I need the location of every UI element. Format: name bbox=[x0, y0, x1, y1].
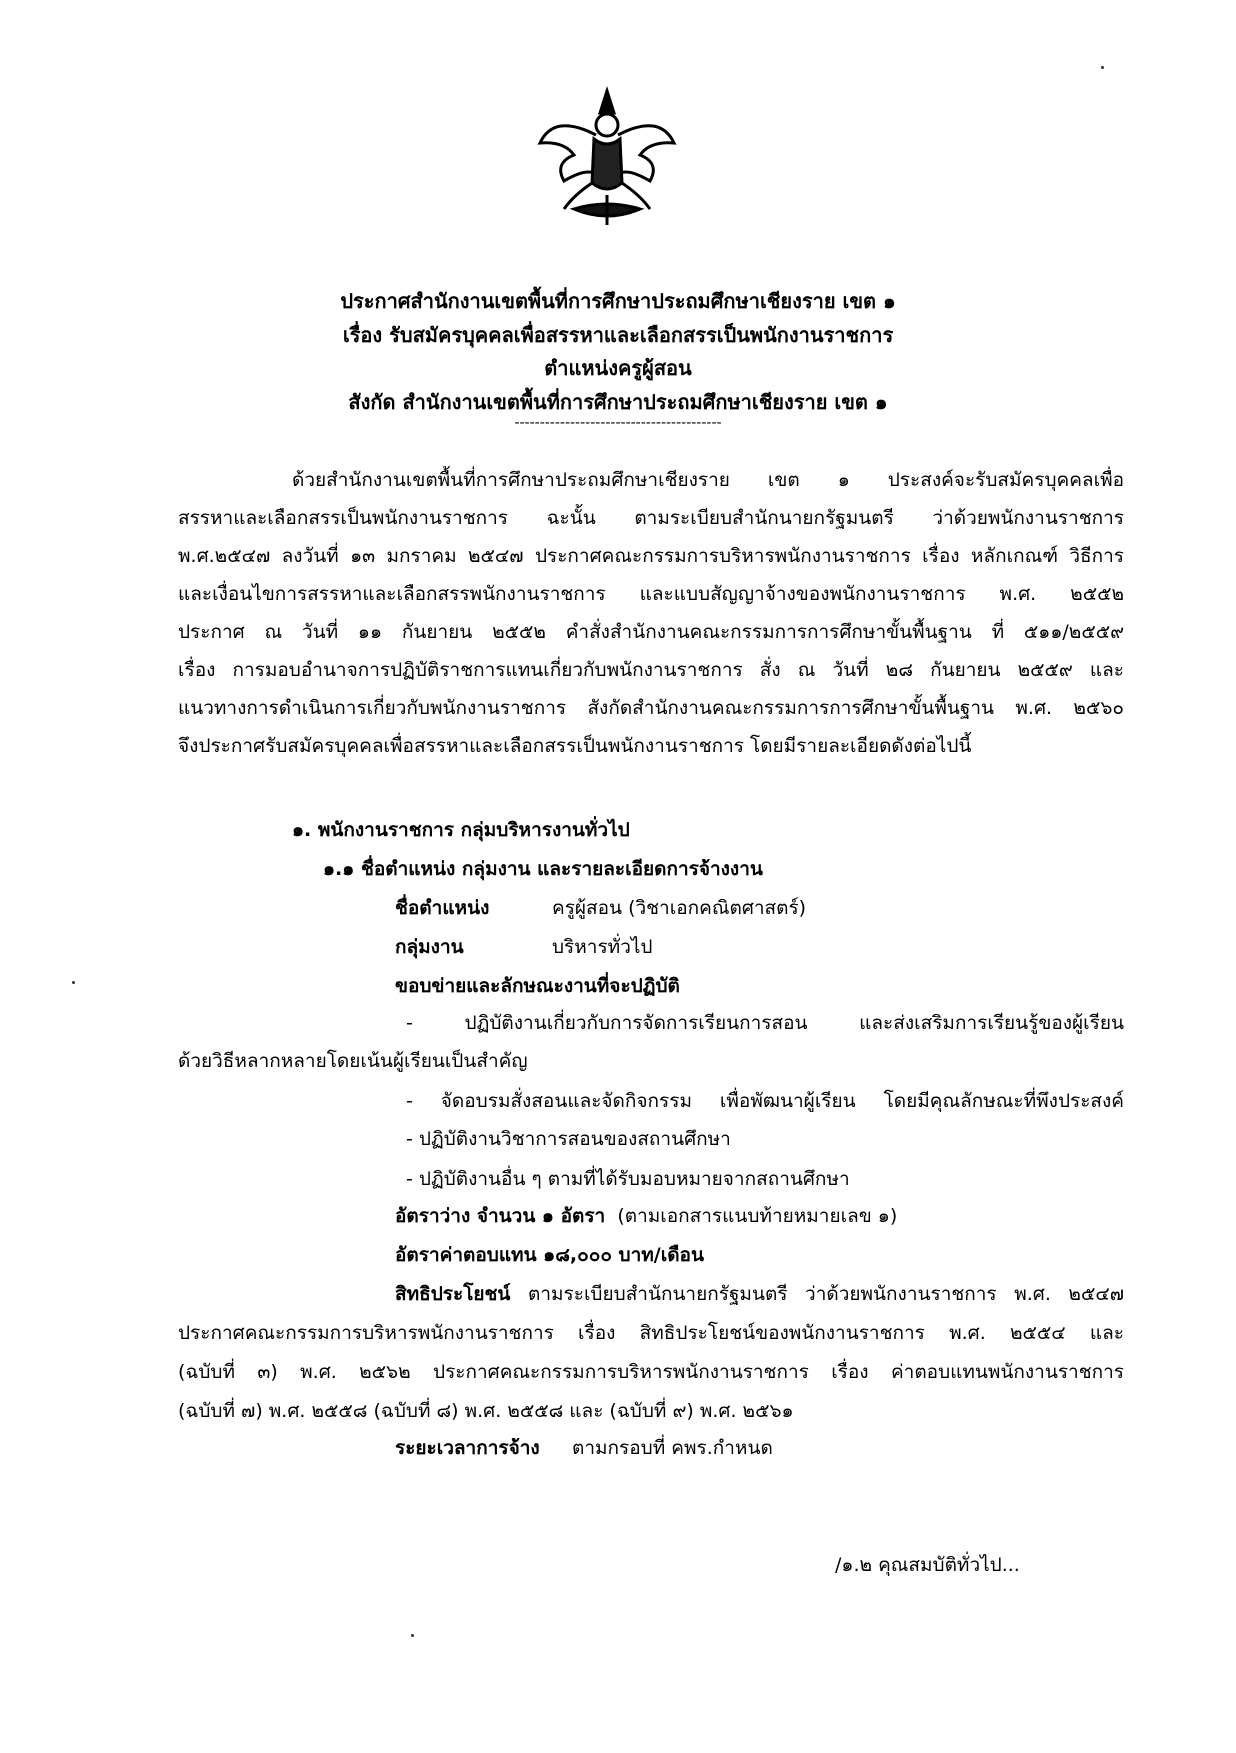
position-line: ตำแหน่งครูผู้สอน bbox=[544, 356, 692, 380]
intro-line: ประกาศ ณ วันที่ ๑๑ กันยายน ๒๕๕๒ คำสั่งสำนักงานคณะกรรมการการศึกษาขั้นพื้นฐาน ที่ ๕๑๑/๒๕๕๙ bbox=[178, 621, 1124, 643]
vacancy-label: อัตราว่าง จำนวน ๑ อัตรา bbox=[395, 1205, 606, 1227]
subject-line: เรื่อง รับสมัครบุคคลเพื่อสรรหาและเลือกสรรเป็นพนักงานราชการ bbox=[342, 323, 894, 347]
intro-line: พ.ศ.๒๕๔๗ ลงวันที่ ๑๓ มกราคม ๒๕๔๗ ประกาศคณะกรรมการบริหารพนักงานราชการ เรื่อง หลักเกณฑ์ วิธีการ bbox=[178, 545, 1124, 567]
scan-speck bbox=[1101, 66, 1104, 69]
intro-line: และเงื่อนไขการสรรหาและเลือกสรรพนักงานราชการ และแบบสัญญาจ้างของพนักงานราชการ พ.ศ. ๒๕๕๒ bbox=[178, 583, 1124, 605]
period-value: ตามกรอบที่ คพร.กำหนด bbox=[572, 1437, 773, 1459]
scan-speck bbox=[72, 981, 75, 984]
vacancy-line bbox=[395, 1201, 897, 1231]
benefit-line bbox=[395, 1279, 1124, 1309]
intro-line: ด้วยสำนักงานเขตพื้นที่การศึกษาประถมศึกษาเชียงราย เขต ๑ ประสงค์จะรับสมัครบุคคลเพื่อ bbox=[292, 469, 1124, 491]
vacancy-note: (ตามเอกสารแนบท้ายหมายเลข ๑) bbox=[617, 1205, 898, 1227]
intro-line: สรรหาและเลือกสรรเป็นพนักงานราชการ ฉะนั้น ตามระเบียบสำนักนายกรัฐมนตรี ว่าด้วยพนักงานราชการ bbox=[178, 507, 1124, 529]
pay-label: อัตราค่าตอบแทน ๑๘,๐๐๐ บาท/เดือน bbox=[395, 1244, 704, 1266]
intro-line: จึงประกาศรับสมัครบุคคลเพื่อสรรหาและเลือกสรรเป็นพนักงานราชการ โดยมีรายละเอียดดังต่อไปนี้ bbox=[178, 735, 972, 757]
scan-speck bbox=[411, 1634, 414, 1637]
continued-footer: /๑.๒ คุณสมบัติทั่วไป... bbox=[835, 1554, 1020, 1576]
intro-line: เรื่อง การมอบอำนาจการปฏิบัติราชการแทนเกี่ยวกับพนักงานราชการ สั่ง ณ วันที่ ๒๘ กันยายน ๒๕๕๙ และ bbox=[178, 659, 1124, 681]
position-label: ชื่อตำแหน่ง bbox=[395, 897, 490, 919]
benefit-label: สิทธิประโยชน์ bbox=[395, 1283, 511, 1305]
benefit-text: ตามระเบียบสำนักนายกรัฐมนตรี ว่าด้วยพนักงานราชการ พ.ศ. ๒๕๔๗ bbox=[528, 1283, 1125, 1305]
duty-item: - ปฏิบัติงานเกี่ยวกับการจัดการเรียนการสอน และส่งเสริมการเรียนรู้ของผู้เรียน bbox=[406, 1012, 1124, 1034]
benefit-line: ประกาศคณะกรรมการบริหารพนักงานราชการ เรื่อง สิทธิประโยชน์ของพนักงานราชการ พ.ศ. ๒๕๕๔ และ bbox=[178, 1322, 1124, 1344]
duty-item: - ปฏิบัติงานอื่น ๆ ตามที่ได้รับมอบหมายจากสถานศึกษา bbox=[406, 1168, 850, 1190]
garuda-emblem-icon bbox=[534, 83, 680, 229]
scope-heading: ขอบข่ายและลักษณะงานที่จะปฏิบัติ bbox=[395, 975, 680, 997]
section-heading: ๑. พนักงานราชการ กลุ่มบริหารงานทั่วไป bbox=[292, 819, 630, 841]
position-value: ครูผู้สอน (วิชาเอกคณิตศาสตร์) bbox=[552, 897, 807, 919]
period-label: ระยะเวลาการจ้าง bbox=[395, 1437, 540, 1459]
benefit-line: (ฉบับที่ ๓) พ.ศ. ๒๕๖๒ ประกาศคณะกรรมการบริหารพนักงานราชการ เรื่อง ค่าตอบแทนพนักงานราชการ bbox=[178, 1361, 1124, 1383]
divider: ----------------------------------------- bbox=[514, 415, 722, 431]
intro-line: แนวทางการดำเนินการเกี่ยวกับพนักงานราชการ สังกัดสำนักงานคณะกรรมการการศึกษาขั้นพื้นฐาน พ.ศ. ๒๕๖๐ bbox=[178, 697, 1124, 719]
duty-item: - จัดอบรมสั่งสอนและจัดกิจกรรม เพื่อพัฒนาผู้เรียน โดยมีคุณลักษณะที่พึงประสงค์ bbox=[406, 1090, 1124, 1112]
group-label: กลุ่มงาน bbox=[395, 936, 464, 958]
duty-item: - ปฏิบัติงานวิชาการสอนของสถานศึกษา bbox=[406, 1128, 731, 1150]
affiliation-line: สังกัด สำนักงานเขตพื้นที่การศึกษาประถมศึกษาเชียงราย เขต ๑ bbox=[348, 390, 888, 414]
benefit-line: (ฉบับที่ ๗) พ.ศ. ๒๕๕๘ (ฉบับที่ ๘) พ.ศ. ๒๕๕๘ และ (ฉบับที่ ๙) พ.ศ. ๒๕๖๑ bbox=[178, 1400, 794, 1422]
title-line: ประกาศสำนักงานเขตพื้นที่การศึกษาประถมศึกษาเชียงราย เขต ๑ bbox=[340, 289, 896, 313]
group-value: บริหารทั่วไป bbox=[552, 936, 653, 958]
subsection-heading: ๑.๑ ชื่อตำแหน่ง กลุ่มงาน และรายละเอียดการจ้างงาน bbox=[323, 858, 763, 880]
duty-item-continued: ด้วยวิธีหลากหลายโดยเน้นผู้เรียนเป็นสำคัญ bbox=[178, 1050, 528, 1072]
